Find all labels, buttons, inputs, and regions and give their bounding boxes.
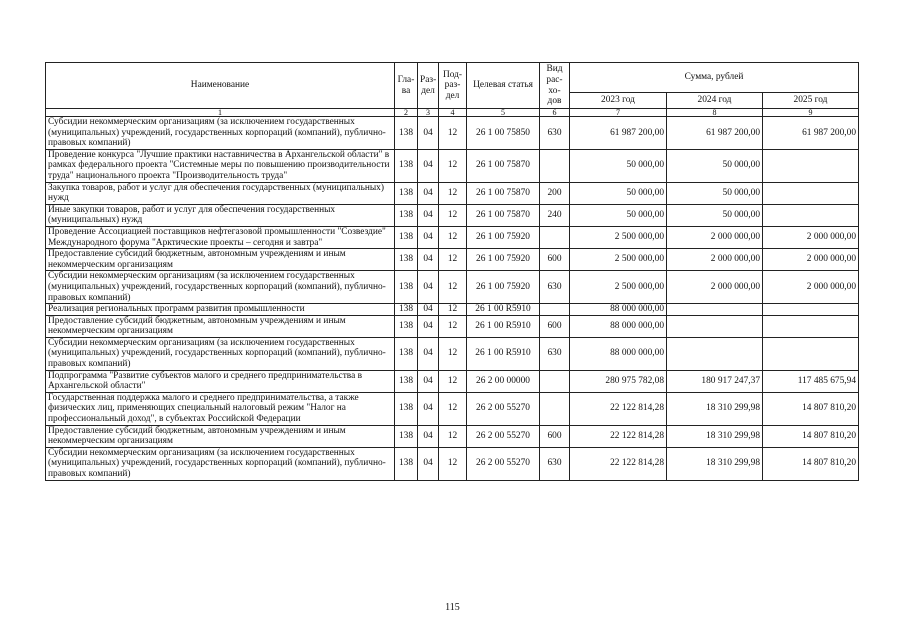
cell-sum-2024: 2 000 000,00 bbox=[667, 226, 763, 248]
cell-glava: 138 bbox=[395, 337, 418, 370]
column-index-row bbox=[46, 109, 859, 117]
cell-target: 26 1 00 75920 bbox=[467, 271, 540, 304]
header-year-2023: 2023 год bbox=[570, 93, 667, 109]
cell-name: Проведение Ассоциацией поставщиков нефтегазовой промышленности "Созвездие" Международного форума "Арктические проекты – сегодня и завтра" bbox=[46, 226, 395, 248]
column-index: 7 bbox=[570, 109, 667, 117]
cell-sum-2023: 22 122 814,28 bbox=[570, 392, 667, 425]
cell-sum-2024 bbox=[667, 315, 763, 337]
header-name: Наименование bbox=[46, 63, 395, 109]
cell-sum-2023: 2 500 000,00 bbox=[570, 226, 667, 248]
table-row bbox=[46, 315, 859, 337]
cell-sum-2025 bbox=[763, 337, 859, 370]
cell-name: Реализация региональных программ развития промышленности bbox=[46, 304, 395, 316]
column-index: 9 bbox=[763, 109, 859, 117]
cell-razdel: 04 bbox=[418, 271, 439, 304]
cell-vid: 200 bbox=[540, 182, 570, 204]
cell-podrazdel: 12 bbox=[439, 425, 467, 447]
cell-sum-2024 bbox=[667, 337, 763, 370]
cell-glava: 138 bbox=[395, 182, 418, 204]
cell-glava: 138 bbox=[395, 370, 418, 392]
cell-podrazdel: 12 bbox=[439, 370, 467, 392]
cell-podrazdel: 12 bbox=[439, 182, 467, 204]
header-target: Целевая статья bbox=[467, 63, 540, 109]
cell-vid bbox=[540, 304, 570, 316]
cell-vid bbox=[540, 226, 570, 248]
cell-razdel: 04 bbox=[418, 149, 439, 182]
cell-name: Предоставление субсидий бюджетным, автономным учреждениям и иным некоммерческим организациям bbox=[46, 315, 395, 337]
header-vid: Вид рас-хо-дов bbox=[540, 63, 570, 109]
budget-table bbox=[45, 62, 859, 481]
column-index: 3 bbox=[418, 109, 439, 117]
cell-podrazdel: 12 bbox=[439, 226, 467, 248]
cell-razdel: 04 bbox=[418, 337, 439, 370]
cell-sum-2024: 50 000,00 bbox=[667, 182, 763, 204]
cell-vid: 600 bbox=[540, 249, 570, 271]
cell-razdel: 04 bbox=[418, 315, 439, 337]
table-row bbox=[46, 304, 859, 316]
cell-glava: 138 bbox=[395, 204, 418, 226]
cell-sum-2024: 18 310 299,98 bbox=[667, 425, 763, 447]
cell-name: Проведение конкурса "Лучшие практики наставничества в Архангельской области" в рамках федерального проекта "Системные меры по повышению производительности труда" национального проекта "Производительность труда" bbox=[46, 149, 395, 182]
cell-razdel: 04 bbox=[418, 425, 439, 447]
cell-name: Субсидии некоммерческим организациям (за исключением государственных (муниципальных) учреждений, государственных корпораций (компаний), публично-правовых компаний) bbox=[46, 447, 395, 480]
cell-name: Субсидии некоммерческим организациям (за исключением государственных (муниципальных) учреждений, государственных корпораций (компаний), публично-правовых компаний) bbox=[46, 271, 395, 304]
cell-sum-2023: 22 122 814,28 bbox=[570, 447, 667, 480]
cell-sum-2023: 2 500 000,00 bbox=[570, 249, 667, 271]
cell-razdel: 04 bbox=[418, 117, 439, 150]
cell-glava: 138 bbox=[395, 425, 418, 447]
cell-sum-2025: 2 000 000,00 bbox=[763, 249, 859, 271]
table-row bbox=[46, 337, 859, 370]
cell-sum-2025 bbox=[763, 304, 859, 316]
cell-podrazdel: 12 bbox=[439, 315, 467, 337]
cell-razdel: 04 bbox=[418, 182, 439, 204]
cell-podrazdel: 12 bbox=[439, 117, 467, 150]
cell-glava: 138 bbox=[395, 315, 418, 337]
cell-podrazdel: 12 bbox=[439, 447, 467, 480]
cell-sum-2025: 61 987 200,00 bbox=[763, 117, 859, 150]
cell-sum-2025: 2 000 000,00 bbox=[763, 226, 859, 248]
cell-target: 26 2 00 55270 bbox=[467, 425, 540, 447]
cell-glava: 138 bbox=[395, 249, 418, 271]
header-sum: Сумма, рублей bbox=[570, 63, 859, 93]
cell-podrazdel: 12 bbox=[439, 249, 467, 271]
cell-vid: 630 bbox=[540, 447, 570, 480]
cell-glava: 138 bbox=[395, 149, 418, 182]
cell-podrazdel: 12 bbox=[439, 204, 467, 226]
cell-target: 26 1 00 R5910 bbox=[467, 304, 540, 316]
cell-target: 26 1 00 R5910 bbox=[467, 337, 540, 370]
table-row bbox=[46, 149, 859, 182]
cell-target: 26 1 00 R5910 bbox=[467, 315, 540, 337]
cell-sum-2025 bbox=[763, 149, 859, 182]
cell-vid bbox=[540, 370, 570, 392]
cell-target: 26 2 00 55270 bbox=[467, 392, 540, 425]
cell-glava: 138 bbox=[395, 447, 418, 480]
cell-name: Субсидии некоммерческим организациям (за исключением государственных (муниципальных) учреждений, государственных корпораций (компаний), публично-правовых компаний) bbox=[46, 337, 395, 370]
column-index: 4 bbox=[439, 109, 467, 117]
cell-target: 26 1 00 75920 bbox=[467, 249, 540, 271]
cell-sum-2025: 14 807 810,20 bbox=[763, 392, 859, 425]
table-row bbox=[46, 392, 859, 425]
cell-target: 26 1 00 75870 bbox=[467, 204, 540, 226]
table-row bbox=[46, 370, 859, 392]
cell-name: Предоставление субсидий бюджетным, автономным учреждениям и иным некоммерческим организациям bbox=[46, 249, 395, 271]
cell-sum-2023: 61 987 200,00 bbox=[570, 117, 667, 150]
cell-razdel: 04 bbox=[418, 370, 439, 392]
page-number: 115 bbox=[445, 602, 460, 613]
cell-name: Иные закупки товаров, работ и услуг для обеспечения государственных (муниципальных) нужд bbox=[46, 204, 395, 226]
cell-target: 26 1 00 75870 bbox=[467, 149, 540, 182]
cell-name: Государственная поддержка малого и среднего предпринимательства, а также физических лиц, применяющих специальный налоговый режим "Налог на профессиональный доход", в субъектах Российской Федерации bbox=[46, 392, 395, 425]
cell-sum-2024: 18 310 299,98 bbox=[667, 447, 763, 480]
cell-podrazdel: 12 bbox=[439, 271, 467, 304]
table-row bbox=[46, 447, 859, 480]
cell-vid: 630 bbox=[540, 271, 570, 304]
cell-sum-2025 bbox=[763, 315, 859, 337]
column-index: 1 bbox=[46, 109, 395, 117]
cell-glava: 138 bbox=[395, 226, 418, 248]
cell-sum-2023: 50 000,00 bbox=[570, 204, 667, 226]
cell-sum-2024: 2 000 000,00 bbox=[667, 249, 763, 271]
cell-sum-2023: 22 122 814,28 bbox=[570, 425, 667, 447]
cell-razdel: 04 bbox=[418, 226, 439, 248]
cell-vid bbox=[540, 392, 570, 425]
table-row bbox=[46, 249, 859, 271]
cell-sum-2024 bbox=[667, 304, 763, 316]
cell-sum-2024: 61 987 200,00 bbox=[667, 117, 763, 150]
table-row bbox=[46, 117, 859, 150]
cell-sum-2023: 88 000 000,00 bbox=[570, 337, 667, 370]
header-razdel: Раз-дел bbox=[418, 63, 439, 109]
cell-razdel: 04 bbox=[418, 392, 439, 425]
cell-vid: 240 bbox=[540, 204, 570, 226]
cell-target: 26 2 00 55270 bbox=[467, 447, 540, 480]
header-year-2025: 2025 год bbox=[763, 93, 859, 109]
cell-sum-2025: 14 807 810,20 bbox=[763, 425, 859, 447]
cell-vid: 600 bbox=[540, 315, 570, 337]
cell-glava: 138 bbox=[395, 304, 418, 316]
cell-podrazdel: 12 bbox=[439, 337, 467, 370]
cell-sum-2024: 18 310 299,98 bbox=[667, 392, 763, 425]
cell-vid: 600 bbox=[540, 425, 570, 447]
cell-razdel: 04 bbox=[418, 304, 439, 316]
cell-name: Предоставление субсидий бюджетным, автономным учреждениям и иным некоммерческим организациям bbox=[46, 425, 395, 447]
cell-sum-2023: 280 975 782,08 bbox=[570, 370, 667, 392]
cell-podrazdel: 12 bbox=[439, 304, 467, 316]
header-podrazdel: Под-раз-дел bbox=[439, 63, 467, 109]
cell-sum-2025: 117 485 675,94 bbox=[763, 370, 859, 392]
table-row bbox=[46, 271, 859, 304]
cell-name: Субсидии некоммерческим организациям (за исключением государственных (муниципальных) учреждений, государственных корпораций (компаний), публично-правовых компаний) bbox=[46, 117, 395, 150]
column-index: 2 bbox=[395, 109, 418, 117]
column-index: 6 bbox=[540, 109, 570, 117]
cell-target: 26 2 00 00000 bbox=[467, 370, 540, 392]
cell-glava: 138 bbox=[395, 271, 418, 304]
cell-razdel: 04 bbox=[418, 204, 439, 226]
cell-vid: 630 bbox=[540, 337, 570, 370]
cell-sum-2023: 88 000 000,00 bbox=[570, 315, 667, 337]
table-row bbox=[46, 182, 859, 204]
cell-glava: 138 bbox=[395, 392, 418, 425]
cell-sum-2024: 2 000 000,00 bbox=[667, 271, 763, 304]
header-year-2024: 2024 год bbox=[667, 93, 763, 109]
column-index: 5 bbox=[467, 109, 540, 117]
table-row bbox=[46, 204, 859, 226]
cell-sum-2025: 2 000 000,00 bbox=[763, 271, 859, 304]
cell-sum-2025: 14 807 810,20 bbox=[763, 447, 859, 480]
cell-podrazdel: 12 bbox=[439, 149, 467, 182]
cell-razdel: 04 bbox=[418, 249, 439, 271]
column-index: 8 bbox=[667, 109, 763, 117]
cell-vid bbox=[540, 149, 570, 182]
table-body bbox=[46, 109, 859, 481]
header-glava: Гла-ва bbox=[395, 63, 418, 109]
cell-podrazdel: 12 bbox=[439, 392, 467, 425]
cell-name: Закупка товаров, работ и услуг для обеспечения государственных (муниципальных) нужд bbox=[46, 182, 395, 204]
cell-sum-2023: 88 000 000,00 bbox=[570, 304, 667, 316]
table-row bbox=[46, 226, 859, 248]
cell-target: 26 1 00 75850 bbox=[467, 117, 540, 150]
cell-sum-2023: 50 000,00 bbox=[570, 149, 667, 182]
cell-sum-2024: 50 000,00 bbox=[667, 149, 763, 182]
cell-sum-2023: 2 500 000,00 bbox=[570, 271, 667, 304]
cell-vid: 630 bbox=[540, 117, 570, 150]
cell-razdel: 04 bbox=[418, 447, 439, 480]
cell-sum-2024: 50 000,00 bbox=[667, 204, 763, 226]
cell-name: Подпрограмма "Развитие субъектов малого и среднего предпринимательства в Архангельской области" bbox=[46, 370, 395, 392]
cell-glava: 138 bbox=[395, 117, 418, 150]
cell-sum-2023: 50 000,00 bbox=[570, 182, 667, 204]
cell-target: 26 1 00 75920 bbox=[467, 226, 540, 248]
cell-sum-2025 bbox=[763, 204, 859, 226]
cell-sum-2025 bbox=[763, 182, 859, 204]
cell-target: 26 1 00 75870 bbox=[467, 182, 540, 204]
table-row bbox=[46, 425, 859, 447]
cell-sum-2024: 180 917 247,37 bbox=[667, 370, 763, 392]
